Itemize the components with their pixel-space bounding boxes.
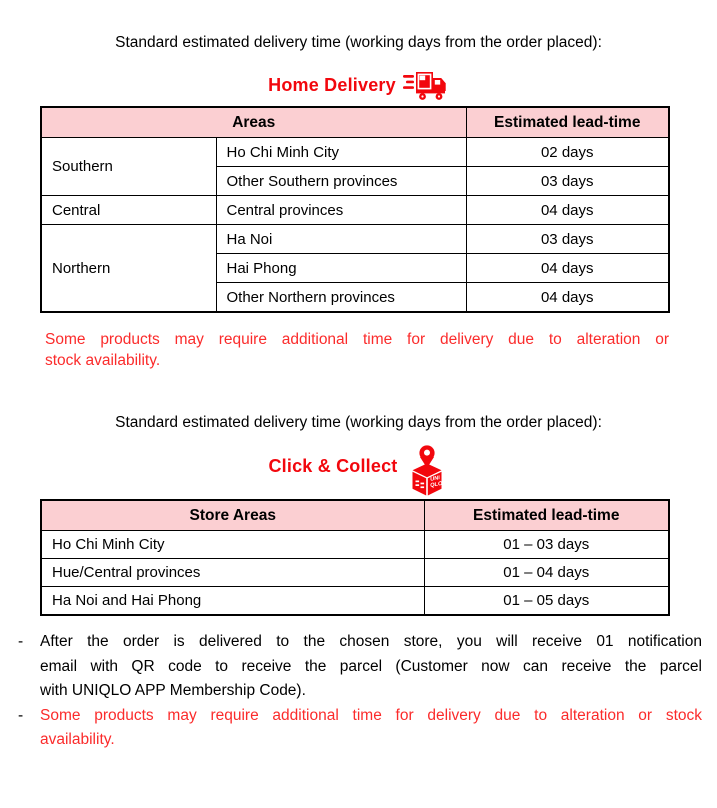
- home-delivery-heading: Standard estimated delivery time (working days from the order placed):: [115, 34, 602, 51]
- delivery-info-page: [0, 33, 717, 753]
- days-cell: 04 days: [466, 254, 669, 283]
- table-row: [41, 587, 669, 616]
- table-header-row: [41, 107, 669, 138]
- area-cell: Other Southern provinces: [216, 167, 466, 196]
- list-dash: -: [18, 633, 24, 650]
- click-collect-title: Click & Collect: [268, 456, 398, 476]
- uniqlo-box-text-line2: QLO: [429, 480, 442, 489]
- area-cell: Ha Noi: [216, 225, 466, 254]
- table-row: [41, 531, 669, 559]
- lead-time-header: Estimated lead-time: [424, 500, 669, 531]
- note-text: [40, 630, 702, 704]
- note-line: After the order is delivered to the chosen store, you will receive 01 notification: [40, 633, 702, 650]
- home-delivery-section: [0, 33, 717, 371]
- lead-time-header: Estimated lead-time: [466, 107, 669, 138]
- area-cell: Ho Chi Minh City: [216, 138, 466, 167]
- region-cell: Central: [41, 196, 216, 225]
- area-cell: Hue/Central provinces: [41, 559, 424, 587]
- area-cell: Ha Noi and Hai Phong: [41, 587, 424, 616]
- table-row: [41, 225, 669, 254]
- list-item: [18, 704, 702, 753]
- days-cell: 01 – 03 days: [424, 531, 669, 559]
- click-collect-table: [40, 499, 670, 616]
- table-row: [41, 559, 669, 587]
- click-collect-title-row: [0, 438, 717, 495]
- area-cell: Ho Chi Minh City: [41, 531, 424, 559]
- home-delivery-title-row: [0, 68, 717, 102]
- note-line: Some products may require additional time for delivery due to alteration or stock: [40, 706, 702, 724]
- note-line: with UNIQLO APP Membership Code).: [40, 682, 306, 699]
- region-cell: Northern: [41, 225, 216, 313]
- uniqlo-box-text-line1: UNI: [429, 474, 440, 483]
- store-areas-header: Store Areas: [41, 500, 424, 531]
- click-collect-section: [0, 413, 717, 616]
- note-line: stock availability.: [45, 351, 161, 369]
- list-item: [18, 630, 702, 704]
- days-cell: 03 days: [466, 225, 669, 254]
- delivery-truck-icon: [403, 70, 449, 101]
- home-delivery-title: Home Delivery: [268, 74, 396, 95]
- note-text: [40, 704, 702, 753]
- area-cell: Central provinces: [216, 196, 466, 225]
- note-line: email with QR code to receive the parcel (Customer now can receive the parcel: [40, 657, 702, 675]
- days-cell: 04 days: [466, 196, 669, 225]
- area-cell: Hai Phong: [216, 254, 466, 283]
- note-line: availability.: [40, 731, 115, 748]
- table-header-row: [41, 500, 669, 531]
- days-cell: 04 days: [466, 283, 669, 313]
- note-line: Some products may require additional time for delivery due to alteration or: [45, 331, 669, 348]
- areas-header: Areas: [41, 107, 466, 138]
- table-row: [41, 138, 669, 167]
- list-dash: -: [18, 706, 24, 724]
- days-cell: 01 – 05 days: [424, 587, 669, 616]
- region-cell: Southern: [41, 138, 216, 196]
- days-cell: 03 days: [466, 167, 669, 196]
- days-cell: 01 – 04 days: [424, 559, 669, 587]
- click-collect-heading: Standard estimated delivery time (working days from the order placed):: [115, 414, 602, 431]
- home-delivery-table: [40, 106, 670, 313]
- home-delivery-note: [45, 330, 669, 371]
- days-cell: 02 days: [466, 138, 669, 167]
- notes-list: [18, 630, 702, 753]
- table-row: [41, 196, 669, 225]
- area-cell: Other Northern provinces: [216, 283, 466, 313]
- uniqlo-box-pin-icon: [405, 444, 449, 498]
